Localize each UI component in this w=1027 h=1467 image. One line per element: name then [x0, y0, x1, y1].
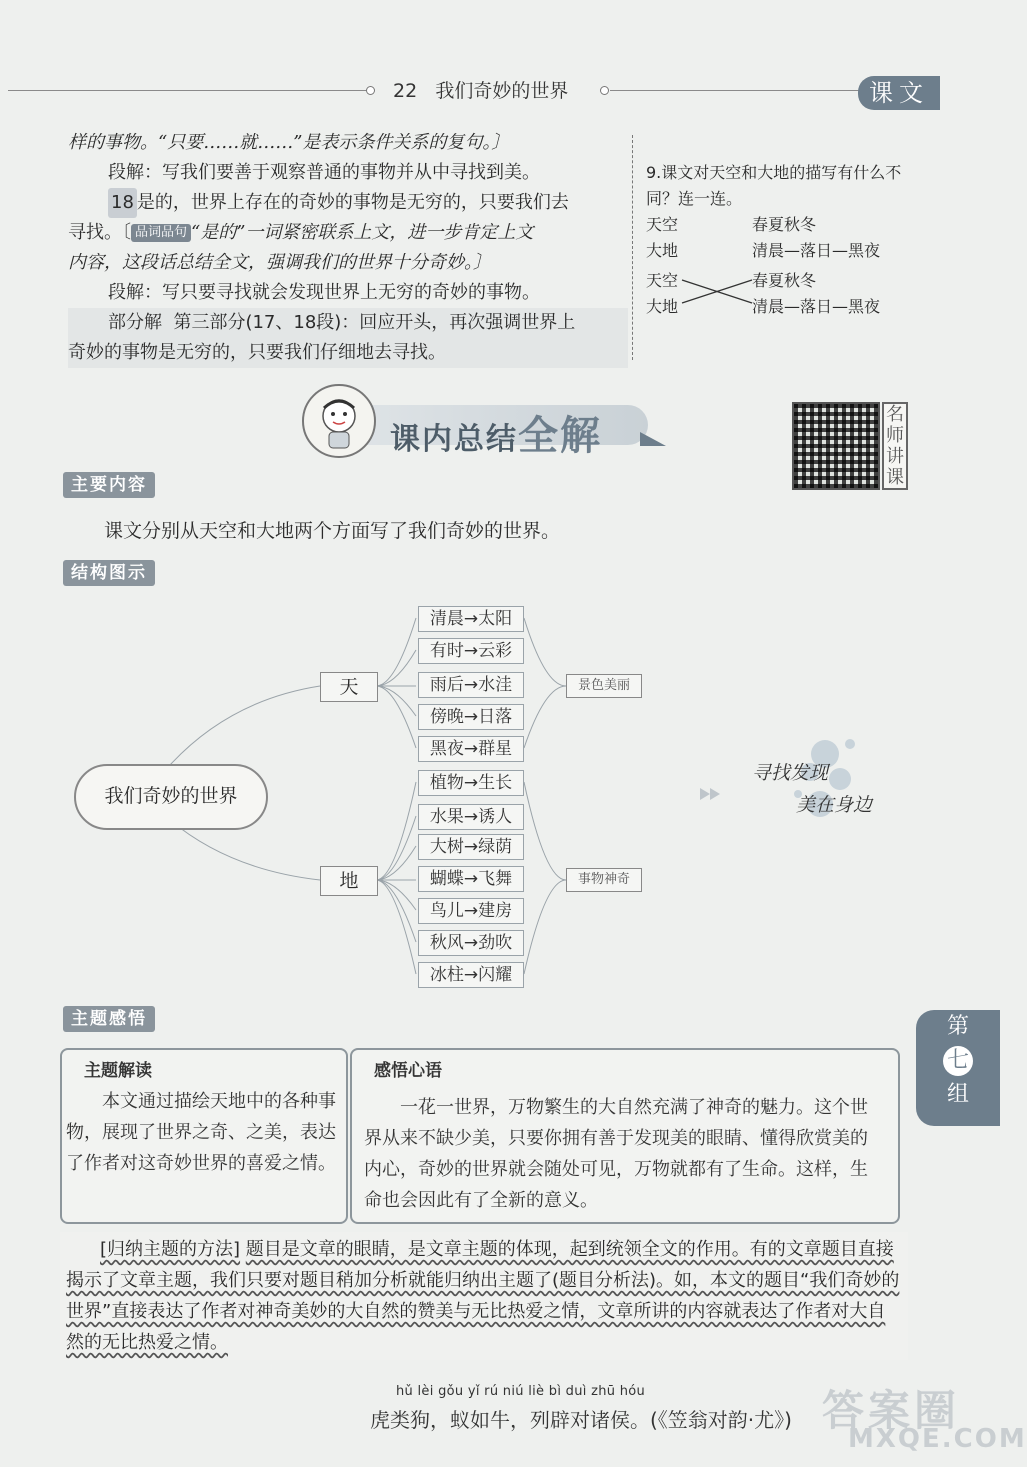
- method-label: [归纳主题的方法]: [100, 1239, 241, 1260]
- footer-verse: 虎类狗，蚁如牛，列辟对诸侯。(《笠翁对韵·尤》): [370, 1408, 792, 1432]
- sky-label: 景色美丽: [566, 674, 642, 698]
- earth-item: 蝴蝶→飞舞: [418, 866, 524, 892]
- conclusion-2: 美在身边: [796, 794, 873, 816]
- q9-right-1: 春夏秋冬: [752, 215, 817, 234]
- word-sentence-tag: 品词品句: [131, 224, 191, 242]
- para-label-1: 段解：: [108, 162, 162, 183]
- watermark-logo: 答案圈: [822, 1386, 961, 1435]
- sky-item: 黑夜→群星: [418, 736, 524, 762]
- qr-label: 名师讲课: [882, 402, 908, 490]
- paragraph-number-18: 18: [108, 188, 137, 218]
- sky-item: 清晨→太阳: [418, 606, 524, 632]
- q9-answer-left-2: 大地: [646, 297, 679, 316]
- p18-text: 是的，世界上存在的奇妙的事物是无穷的，只要我们去: [136, 192, 569, 213]
- header-rule-right: [610, 90, 860, 91]
- page-number: 22: [393, 80, 418, 102]
- theme-box-1-text: 本文通过描绘天地中的各种事物，展现了世界之奇、之美，表达了作者对这奇妙世界的喜爱之情。: [66, 1091, 336, 1174]
- earth-item: 水果→诱人: [418, 804, 524, 830]
- q9-answer-right-1: 春夏秋冬: [752, 271, 817, 290]
- earth-item: 鸟儿→建房: [418, 898, 524, 924]
- main-content-tag: 主要内容: [63, 472, 155, 498]
- chapter-tab-line-2: 七: [943, 1046, 973, 1076]
- theme-tag: 主题感悟: [63, 1006, 155, 1032]
- q9-answer-left-1: 天空: [646, 271, 679, 290]
- part-label: 部分解: [108, 312, 162, 333]
- summary-banner-title: [390, 404, 602, 461]
- sky-item: 有时→云彩: [418, 638, 524, 664]
- lesson-title: 我们奇妙的世界: [435, 80, 569, 102]
- para-text-2: 写只要寻找就会发现世界上无穷的奇妙的事物。: [162, 282, 540, 303]
- diagram-earth: 地: [320, 866, 378, 896]
- chapter-tab-line-3: 组: [946, 1082, 969, 1107]
- qr-code[interactable]: [792, 402, 880, 490]
- kewen-tab: 课文: [858, 76, 940, 110]
- banner-arrow: [640, 432, 666, 446]
- method-box: [60, 1232, 908, 1360]
- earth-item: 秋风→劲吹: [418, 930, 524, 956]
- p18-note: “是的”一词紧密联系上文，进一步肯定上文: [191, 222, 534, 243]
- chapter-tab-line-1: 第: [946, 1014, 969, 1039]
- header-dot-right: [600, 86, 609, 95]
- para-text-1: 写我们要善于观察普通的事物并从中寻找到美。: [162, 162, 540, 183]
- p18-note-2: 内容，这段话总结全文，强调我们的世界十分奇妙。〕: [68, 252, 491, 273]
- chapter-tab: [916, 1010, 1000, 1126]
- banner-text-big: 全解: [518, 413, 602, 459]
- header-dot-left: [366, 86, 375, 95]
- theme-box-1-title: 主题解读: [84, 1061, 152, 1081]
- part-text-2: 奇妙的事物是无穷的，只要我们仔细地去寻找。: [68, 338, 628, 368]
- analysis-block: [68, 128, 628, 368]
- diagram-center: 我们奇妙的世界: [74, 764, 268, 830]
- diagram-sky: 天: [320, 672, 378, 702]
- earth-label: 事物神奇: [566, 868, 642, 892]
- banner-text-small: 课内总结: [390, 422, 518, 457]
- earth-item: 大树→绿荫: [418, 834, 524, 860]
- structure-tag: 结构图示: [63, 560, 155, 586]
- sky-item: 傍晚→日落: [418, 704, 524, 730]
- column-divider: [632, 135, 633, 360]
- header-rule-left: [8, 90, 368, 91]
- q9-answer-right-2: 清晨—落日—黑夜: [752, 297, 881, 316]
- para-label-2: 段解：: [108, 282, 162, 303]
- main-content-text: 课文分别从天空和大地两个方面写了我们奇妙的世界。: [104, 520, 561, 542]
- q9-left-2: 大地: [646, 241, 679, 260]
- question-9: 9.课文对天空和大地的描写有什么不同？连一连。: [646, 163, 902, 208]
- analysis-line-1: 样的事物。“只要……就……”是表示条件关系的复句。〕: [68, 132, 510, 153]
- q9-right-2: 清晨—落日—黑夜: [752, 241, 881, 260]
- conclusion-1: 寻找发现: [752, 762, 829, 784]
- earth-item: 植物→生长: [418, 770, 524, 796]
- part-text: 第三部分(17、18段)：回应开头，再次强调世界上: [173, 312, 576, 333]
- mascot-icon: [302, 384, 376, 458]
- sky-item: 雨后→水洼: [418, 672, 524, 698]
- theme-box-2-text: 一花一世界，万物繁生的大自然充满了神奇的魅力。这个世界从来不缺少美，只要你拥有善于发现美的眼睛、懂得欣赏美的内心，奇妙的世界就会随处可见，万物就都有了生命。这样，生命也会因此有了全新的意义。: [364, 1097, 868, 1211]
- q9-left-1: 天空: [646, 215, 679, 234]
- earth-item: 冰柱→闪耀: [418, 962, 524, 988]
- method-text: 题目是文章的眼睛，是文章主题的体现，起到统领全文的作用。有的文章题目直接揭示了文章主题，我们只要对题目稍加分析就能归纳出主题了(题目分析法)。如，本文的题目“我们奇妙的世界”直接表达了作者对神奇美妙的大自然的赞美与无比热爱之情，文章所讲的内容就表达了作者对大自然的无比热爱之情。: [66, 1239, 900, 1353]
- header-title: [393, 76, 568, 103]
- p18-text-2: 寻找。〔: [68, 222, 131, 243]
- q9-connect-lines: [680, 270, 756, 310]
- watermark-url: MXQE.COM: [848, 1424, 1027, 1454]
- theme-box-2-title: 感悟心语: [374, 1061, 442, 1081]
- footer-pinyin: hǔ lèi gǒu yǐ rú niú liè bì duì zhū hóu: [396, 1384, 646, 1399]
